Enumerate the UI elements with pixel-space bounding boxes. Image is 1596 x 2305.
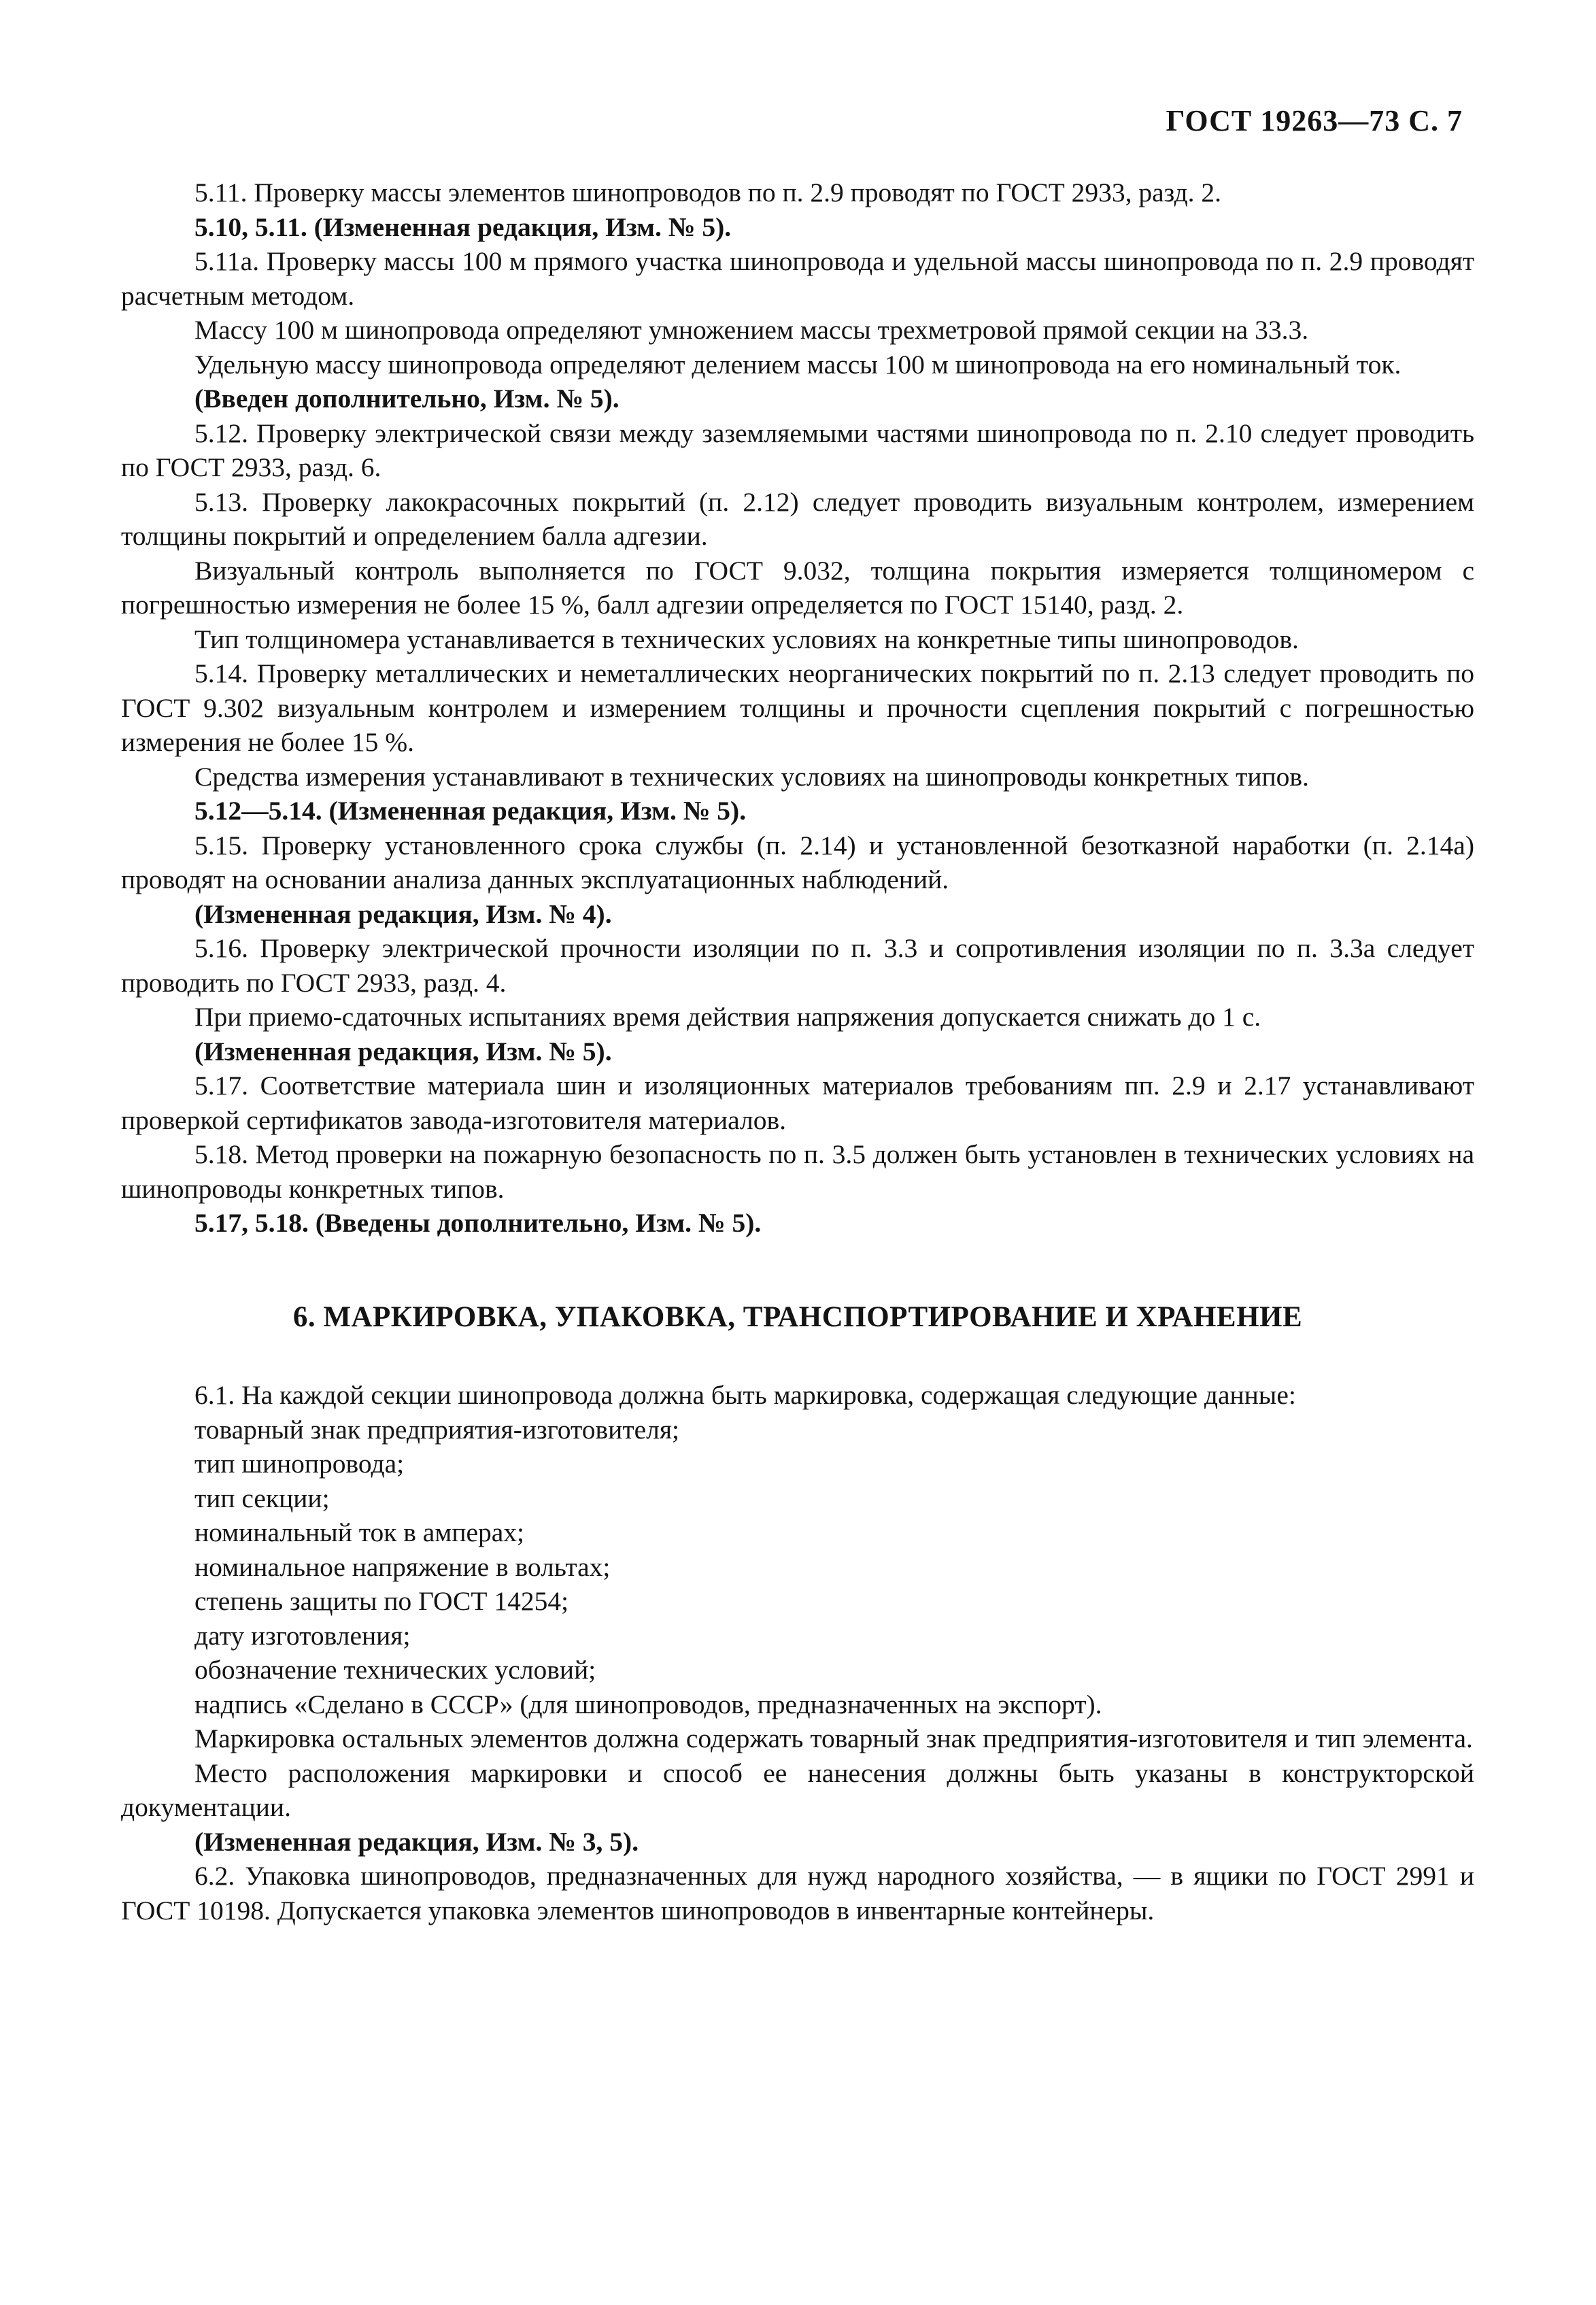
paragraph: Средства измерения устанавливают в технических условиях на шинопроводы конкретных типов.: [194, 761, 1309, 792]
amendment-note: 5.12—5.14. (Измененная редакция, Изм. № 5).: [194, 796, 747, 826]
paragraph: Тип толщиномера устанавливается в технических условиях на конкретные типы шинопроводов.: [194, 624, 1299, 654]
paragraph: 5.15. Проверку установленного срока службы (п. 2.14) и установленной безотказной наработки (п. 2.14а) проводят на основании анализа данных эксплуатационных наблюдений.: [121, 830, 1474, 894]
amendment-note: 5.17, 5.18. (Введены дополнительно, Изм. № 5).: [194, 1208, 762, 1238]
paragraph: 6.2. Упаковка шинопроводов, предназначенных для нужд народного хозяйства, — в ящики по ГОСТ 2991 и ГОСТ 10198. Допускается упаковка элементов шинопроводов в инвентарные контейнеры.: [121, 1861, 1474, 1925]
paragraph-6-1-intro: 6.1. На каждой секции шинопровода должна быть маркировка, содержащая следующие данные:: [194, 1380, 1296, 1410]
marking-list-item: обозначение технических условий;: [194, 1655, 596, 1685]
marking-list-item: номинальный ток в амперах;: [194, 1517, 524, 1547]
amendment-note: (Введен дополнительно, Изм. № 5).: [194, 384, 619, 414]
marking-list-item: степень защиты по ГОСТ 14254;: [194, 1586, 569, 1616]
amendment-note: (Измененная редакция, Изм. № 4).: [194, 898, 612, 929]
paragraph: 5.17. Соответствие материала шин и изоляционных материалов требованиям пп. 2.9 и 2.17 устанавливают проверкой сертификатов завода-изготовителя материалов.: [121, 1071, 1474, 1135]
marking-list-item: надпись «Сделано в СССР» (для шинопроводов, предназначенных на экспорт).: [194, 1689, 1102, 1719]
amendment-note: (Измененная редакция, Изм. № 5).: [194, 1036, 612, 1066]
marking-list-item: номинальное напряжение в вольтах;: [194, 1551, 611, 1582]
paragraph: 5.14. Проверку металлических и неметаллических неорганических покрытий по п. 2.13 следует проводить по ГОСТ 9.302 визуальным контролем и измерением толщины и прочности сцепления покрытий с погрешностью измерения не более 15 %.: [121, 658, 1474, 757]
page-header: ГОСТ 19263—73 С. 7: [1166, 104, 1463, 137]
section-5-text: [121, 175, 1474, 1241]
marking-list-item: тип секции;: [194, 1483, 330, 1513]
document-body: [121, 175, 1474, 1928]
paragraph: 5.12. Проверку электрической связи между заземляемыми частями шинопровода по п. 2.10 следует проводить по ГОСТ 2933, разд. 6.: [121, 418, 1474, 482]
paragraph: Удельную массу шинопровода определяют делением массы 100 м шинопровода на его номинальный ток.: [194, 349, 1402, 380]
section-6-text: [121, 1721, 1474, 1928]
paragraph: 5.13. Проверку лакокрасочных покрытий (п. 2.12) следует проводить визуальным контролем, измерением толщины покрытий и определением балла адгезии.: [121, 486, 1474, 551]
paragraph: Массу 100 м шинопровода определяют умножением массы трехметровой прямой секции на 33.3.: [194, 315, 1309, 345]
paragraph: 5.18. Метод проверки на пожарную безопасность по п. 3.5 должен быть установлен в технических условиях на шинопроводы конкретных типов.: [121, 1139, 1474, 1204]
paragraph: 5.11а. Проверку массы 100 м прямого участка шинопровода и удельной массы шинопровода по п. 2.9 проводят расчетным методом.: [121, 246, 1474, 311]
paragraph: Визуальный контроль выполняется по ГОСТ 9.032, толщина покрытия измеряется толщиномером с погрешностью измерения не более 15 %, балл адгезии определяется по ГОСТ 15140, разд. 2.: [121, 555, 1474, 620]
paragraph: Место расположения маркировки и способ ее нанесения должны быть указаны в конструкторской документации.: [121, 1757, 1474, 1822]
section-6-title: 6. МАРКИРОВКА, УПАКОВКА, ТРАНСПОРТИРОВАНИЕ И ХРАНЕНИЕ: [292, 1300, 1303, 1333]
paragraph: 5.16. Проверку электрической прочности изоляции по п. 3.3 и сопротивления изоляции по п. 3.3а следует проводить по ГОСТ 2933, разд. 4.: [121, 933, 1474, 998]
marking-list-item: дату изготовления;: [194, 1620, 411, 1651]
paragraph: Маркировка остальных элементов должна содержать товарный знак предприятия-изготовителя и тип элемента.: [194, 1723, 1473, 1753]
marking-data-list: [121, 1413, 1474, 1722]
paragraph: При приемо-сдаточных испытаниях время действия напряжения допускается снижать до 1 с.: [194, 1002, 1261, 1032]
marking-list-item: тип шинопровода;: [194, 1449, 405, 1479]
amendment-note: 5.10, 5.11. (Измененная редакция, Изм. № 5).: [194, 212, 732, 242]
paragraph: 5.11. Проверку массы элементов шинопроводов по п. 2.9 проводят по ГОСТ 2933, разд. 2.: [194, 178, 1222, 207]
amendment-note: (Измененная редакция, Изм. № 3, 5).: [194, 1826, 639, 1857]
marking-list-item: товарный знак предприятия-изготовителя;: [194, 1414, 679, 1445]
